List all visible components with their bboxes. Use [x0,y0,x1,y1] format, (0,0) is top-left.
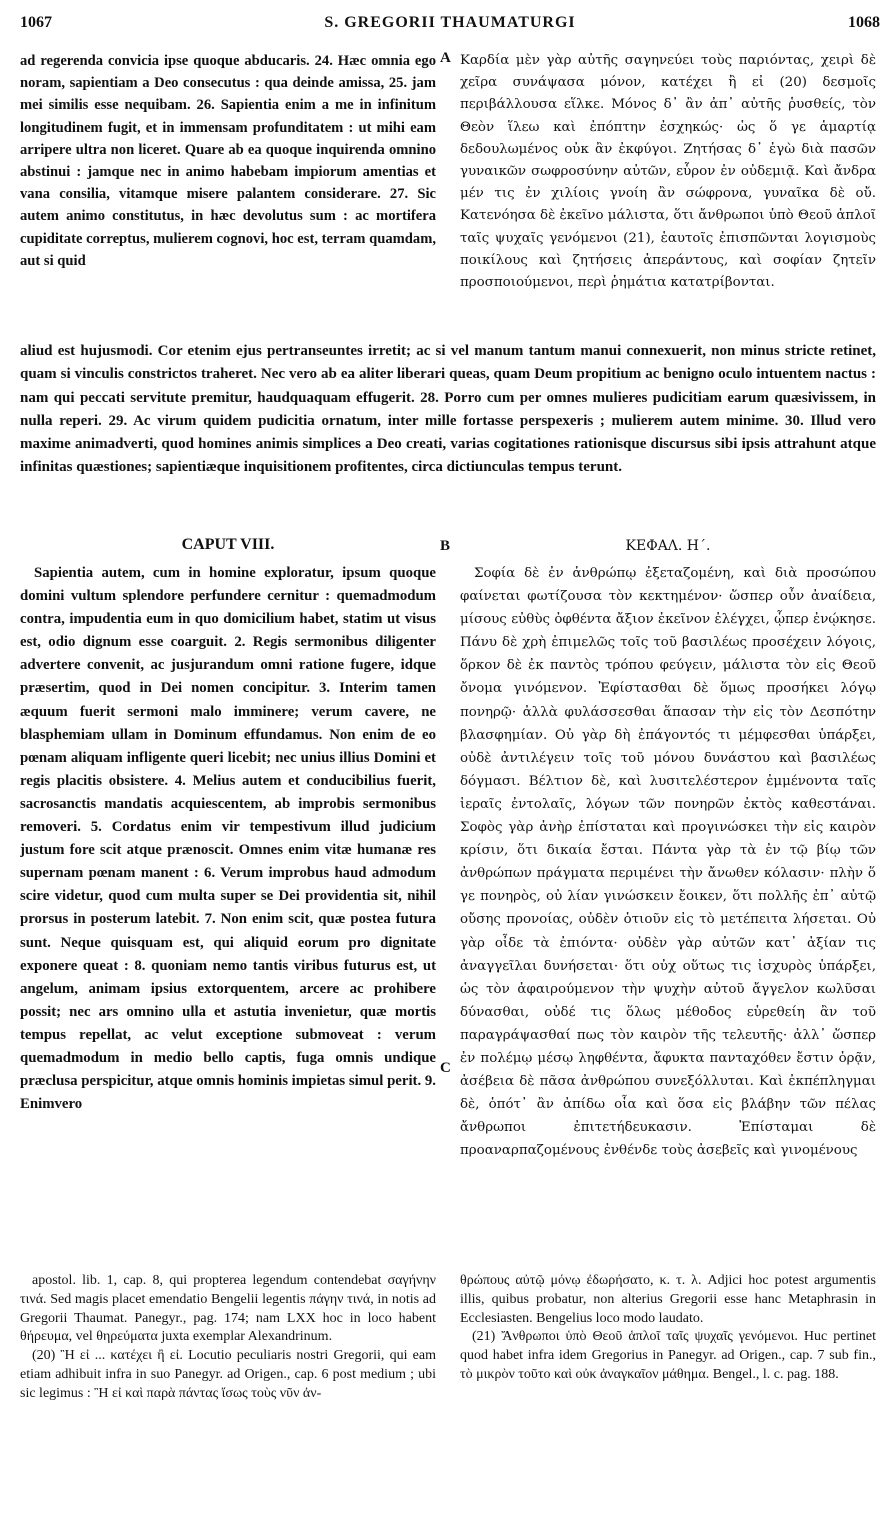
body-greek-text: Σοφία δὲ ἐν ἀνθρώπῳ ἐξεταζομένη, καὶ διὰ προσώπου φαίνεται φωτίζουσα τὸν κεκτημένον· ὥσπερ οὖν ἀναίδεια, μίσους εὐθὺς ὀφθέντα ἄξιον ἐκεῖνον ἐλέγχει, ᾧπερ ἐνῴκησε. Πάνυ δὲ χρὴ ἐπιμελῶς τοῖς τοῦ βασιλέως προσέχειν λόγοις, ὅρκον δὲ ἐκ παντὸς τρόπου φεύγειν, μάλιστα τὸν εἰς Θεοῦ ὄνομα γινόμενον. Ἐφίστασθαι δὲ ὅμως προσήκει λόγῳ πονηρῷ· ἀλλὰ φυλάσσεσθαι ἅπασαν τὴν εἰς τὸν Δεσπότην βλασφημίαν. Οὐ γὰρ δὴ ἐπάγοντός τι μέμφεσθαι ὑπάρξει, οὐδὲ ἀντιλέγειν τοῖς τοῦ μόνου δυνάστου καὶ βασιλέως δόγμασι. Βέλτιον δὲ, καὶ λυσιτελέστερον ἐμμένοντα ταῖς ἱεραῖς ἐντολαῖς, λόγων τῶν πονηρῶν ἐκτὸς καθεστάναι. Σοφὸς γὰρ ἀνὴρ ἐπίσταται καὶ προγινώσκει τὴν εἰς καιρὸν κρίσιν, ὅτι δικαία ἔσται. Πάντα γὰρ τὰ ἐν τῷ βίῳ τῶν ἀνθρώπων πράγματα περιμένει τὴν ἄνωθεν κόλασιν· πλὴν ὅ γε πονηρὸς, οὐ λίαν γινώσκειν ἔοικεν, ὅτι πολλῆς ἐπ᾽ αὐτῷ οὔσης προνοίας, οὐδὲν ὁτιοῦν εἰς τὸ μετέπειτα λήσεται. Οὐ γὰρ οἶδε τὰ ἐπιόντα· οὐδὲν γὰρ αὐτῶν κατ᾽ ἀξίαν τις ἀναγγεῖλαι δυνήσεται· ὅτι οὐχ οὕτως τις ἰσχυρὸς ὑπάρξει, ὡς τὸν ἀφαιρούμενον τὴν ψυχὴν αὐτοῦ ἄγγελον κωλῦσαι δύνασθαι, οὐδέ τις ὅλως μέθοδος εὑρεθείη ἂν τοῦ παραγράψασθαί πως τὸν καιρὸν τῆς τελευτῆς· ἀλλ᾽ ὥσπερ ἐν πολέμῳ μέσῳ ληφθέντα, ἄφυκτα πανταχόθεν ἔστιν ὁρᾷν, ἀσέβεια δὲ πᾶσα ἀνθρώπου συνεξόλλυται. Καὶ ἐκπέπληγμαι δὲ, ὁπότ᾽ ἂν ἀπίδω οἷα καὶ ὅσα εἰς βλάβην τῶν πέλας ἄνθρωποι ἐπιτετήδευκασιν. Ἐπίσταμαι δὲ προαναρπαζομένους ἐνθένδε τοὺς ἀσεβεῖς καὶ γινομένους [460,566,876,1159]
body-greek-column [460,562,876,1258]
page-header [20,14,880,40]
footnote-left-1: apostol. lib. 1, cap. 8, qui propterea legendum contendebat σαγήνην τινά. Sed magis placet emendatio Bengelii legentis πάγην τινά, in notis ad Gregorii Thaumat. Panegyr., pag. 174; nam LXX hoc in loco habent θήρευμα, vel θηρεύματα juxta exemplar Alexandrinum. [20,1273,436,1345]
margin-mark-c: C [440,1060,451,1076]
margin-mark-a: A [440,50,451,66]
top-greek-text: Καρδία μὲν γὰρ αὐτῆς σαγηνεύει τοὺς παριόντας, χειρὶ δὲ χεῖρα συνάψασα μόνον, κατέχει ἢ εἰ (20) δεσμοῖς περιβάλλουσα εἵλκε. Μόνος δ᾽ ἂν ἀπ᾽ αὐτῆς ῥυσθείς, τὸν Θεὸν ἵλεω καὶ ἐπόπτην ἐσχηκώς· ὡς ὅ γε ἁμαρτίᾳ δεδουλωμένος οὐκ ἂν ἐκφύγοι. Ζητήσας δ᾽ ἐγὼ διὰ πασῶν γυναικῶν σωφροσύνην αὐτῶν, εὗρον ἐν οὐδεμιᾷ. Καὶ ἄνδρα μέν τις ἐν χιλίοις γνοίη ἂν σώφρονα, γυναῖκα δὲ οὔ. Κατενόησα δὲ ἐκεῖνο μάλιστα, ὅτι ἄνθρωποι ὑπὸ Θεοῦ ἁπλοῖ ταῖς ψυχαῖς γενόμενοι (21), ἑαυτοῖς ἐπισπῶνται λογισμοὺς ποικίλους καὶ ζητήσεις ἀπεράντους, καὶ σοφίαν ζητεῖν προσποιούμενοι, περὶ ῥημάτια κατατρίβονται. [460,53,876,291]
kefalaion-heading: ΚΕΦΑΛ. Η΄. [625,538,711,554]
full-width-latin-text: aliud est hujusmodi. Cor etenim ejus pertranseuntes irretit; ac si vel manum tantum manui connexuerit, non minus stricte retinet, quam si vinculis constrictos traheret. Nec vero ab ea aliter liberari queas, quam Deum propitium ac benigno oculo intuentem nactus : nam qui peccati servitute premitur, haudquaquam effugerit. 28. Porro cum per omnes mulieres pudicitiam earum quæsivissem, in nulla reperi. 29. Ac virum quidem pudicitia ornatum, inter mille fortasse perspexeris ; mulierem autem minime. 30. Illud vero maxime animadverti, quod homines animis simplices a Deo creati, varias cogitationes rationisque discursus sibi ipsis attrahunt atque infinitas quæstiones; sapientiæque inquisitionem profitentes, circa dictiunculas tempus terunt. [20,343,876,476]
caput-heading: CAPUT VIII. [181,536,275,553]
footnote-right-1: θρώπους αὐτῷ μόνῳ ἐδωρήσατο, κ. τ. λ. Adjici hoc potest argumentis illis, quibus probatur, non alterius Gregorii esse hanc Metaphrasin in Ecclesiasten. Bengelius loco modo laudato. [460,1273,876,1326]
top-latin-column [20,50,436,340]
body-latin-text: Sapientia autem, cum in homine exploratur, ipsum quoque domini vultum splendore perfundere cernitur : quemadmodum contra, impudentia eum in quo domicilium habet, statim ut visus est, odio dignum esse coarguit. 2. Regis sermonibus diligenter advertere convenit, ac jusjurandum omni ratione fugere, idque præsertim, quod in Dei nomen concipitur. 3. Interim tamen æquum fuerit sermoni malo imminere; verum cavere, ne blasphemiam ullam in Dominum effundamus. Non enim de eo pœnam aliquam infligente queri licebit; nec unius illius Domini et regis placitis obsistere. 4. Melius autem et conducibilius fuerit, sacrosanctis mandatis acquiescentem, ab improbis sermonibus removeri. 5. Cordatus enim vir tempestivum illud judicium justum fore scit atque prænoscit. Omnes enim vitæ humanæ res supernam pœnam manent : 6. Verum improbus haud admodum scire videtur, quod cum multa super se Dei providentia sit, nihil prorsus in posterum latebit. 7. Non enim scit, quæ postea futura sunt. Neque quisquam est, qui aliquid eorum pro dignitate exponere queat : 8. quoniam nemo tantis viribus futurus est, ut angelum, animam ipsius extorquentem, arcere ac prohibere possit; nec ars omnino ulla et astutia invenietur, quæ mortis tempus repellat, ac velut exceptione submoveat : verum quemadmodum in medio bello captis, fuga omnis undique præclusa perspicitur, atque omnis hominis impietas simul perit. 9. Enimvero [20,565,436,1113]
running-title: S. GREGORII THAUMATURGI [324,14,576,31]
footnote-right-2: (21) Ἄνθρωποι ὑπὸ Θεοῦ ἁπλοῖ ταῖς ψυχαῖς γενόμενοι. Huc pertinet quod habet infra idem Gregorius in Panegyr. ad Origen., cap. 7 sub fin., τὸ μικρὸν τοῦτο καὶ οὐκ ἀναγκαῖον μάθημα. Bengel., l. c. pag. 188. [460,1329,876,1382]
top-latin-text: ad regerenda convicia ipse quoque abducaris. 24. Hæc omnia ego noram, sapientiam a Deo consecutus : qua deinde amissa, 25. jam mei similis esse nequibam. 26. Sapientia enim a me in infinitum longitudinem fugit, et in immensam profunditatem : ut mihi eam arripere ultra non liceret. Quare ab ea quoque inquirenda omnino abstinui : jamque nec in animo habebam impiorum amentias et vana consilia, vitamque misere palantem considerare. 27. Sic autem animo constitutus, in hæc devolutus sum : ac mortifera cupiditate correptus, mulierem cognovi, hoc est, terram quamdam, aut si quid [20,53,436,269]
page-number-right: 1068 [848,14,880,31]
footnotes-right [460,1272,876,1512]
footnotes-left [20,1272,436,1512]
body-latin-column [20,562,436,1258]
margin-mark-b: B [440,538,451,554]
footnote-left-2: (20) Ἢ εἰ ... κατέχει ἢ εἰ. Locutio peculiaris nostri Gregorii, qui eam etiam adhibuit infra in suo Panegyr. ad Origen., cap. 6 post medium ; ubi sic legimus : Ἢ εἰ καὶ παρὰ πάντας ἴσως τοὺς νῦν ἀν- [20,1348,436,1401]
top-greek-column [460,50,876,340]
page-number-left: 1067 [20,14,52,31]
full-width-latin [20,340,876,532]
